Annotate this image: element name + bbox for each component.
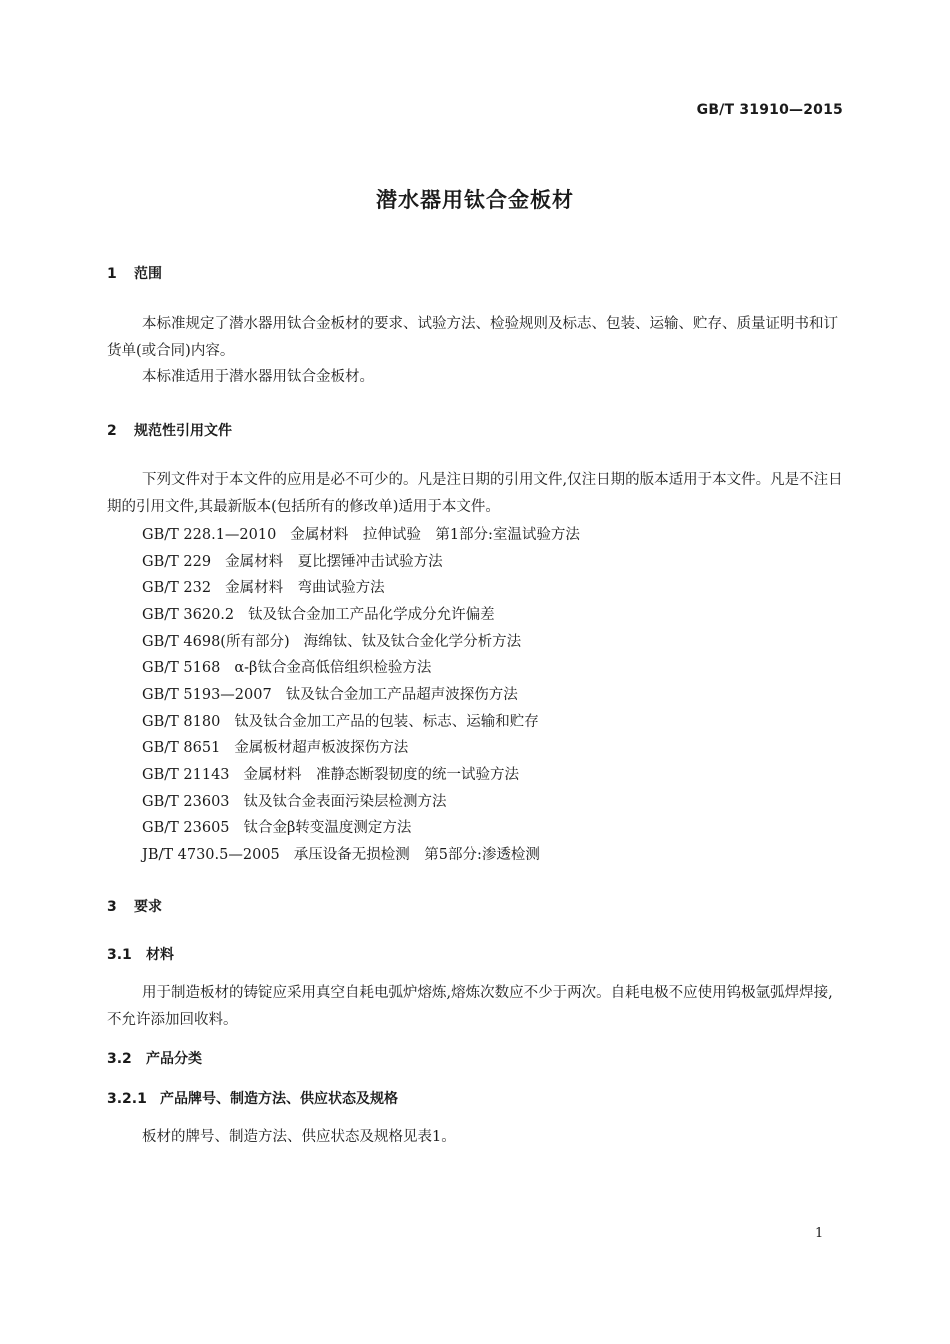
reference-item bbox=[142, 603, 495, 624]
reference-title: 钛及钛合金表面污染层检测方法 bbox=[243, 794, 447, 810]
reference-item bbox=[142, 630, 521, 651]
reference-title: α-β钛合金高低倍组织检验方法 bbox=[234, 660, 432, 676]
reference-title: 钛合金β转变温度测定方法 bbox=[243, 820, 412, 836]
section-number: 2 bbox=[107, 423, 117, 439]
section-3-1-heading bbox=[107, 944, 174, 964]
section-3-2-1-heading bbox=[107, 1088, 398, 1108]
reference-item bbox=[142, 523, 580, 544]
reference-title: 钛及钛合金加工产品超声波探伤方法 bbox=[285, 687, 518, 703]
reference-title: 钛及钛合金加工产品化学成分允许偏差 bbox=[248, 607, 495, 623]
reference-title: 海绵钛、钛及钛合金化学分析方法 bbox=[303, 634, 522, 650]
section-1-heading bbox=[107, 263, 162, 283]
section-3-2-heading bbox=[107, 1048, 202, 1068]
reference-item bbox=[142, 656, 431, 677]
section-number: 3.2.1 bbox=[107, 1091, 147, 1107]
reference-code: GB/T 21143 bbox=[142, 767, 230, 783]
references-intro bbox=[107, 467, 843, 520]
reference-title: 钛及钛合金加工产品的包装、标志、运输和贮存 bbox=[234, 714, 539, 730]
reference-item bbox=[142, 550, 443, 571]
section-title: 范围 bbox=[134, 266, 162, 282]
reference-code: GB/T 3620.2 bbox=[142, 607, 235, 623]
section-title: 要求 bbox=[134, 899, 162, 915]
paragraph-text: 本标准适用于潜水器用钛合金板材。 bbox=[142, 369, 374, 385]
reference-title: 金属材料 拉伸试验 第1部分:室温试验方法 bbox=[290, 527, 580, 543]
reference-title: 金属材料 夏比摆锤冲击试验方法 bbox=[225, 554, 443, 570]
reference-title: 金属材料 准静态断裂韧度的统一试验方法 bbox=[243, 767, 520, 783]
reference-code: GB/T 5168 bbox=[142, 660, 221, 676]
reference-item bbox=[142, 710, 539, 731]
section-number: 3 bbox=[107, 899, 117, 915]
section-title: 材料 bbox=[146, 947, 174, 963]
reference-code: GB/T 23605 bbox=[142, 820, 230, 836]
section-3-heading bbox=[107, 896, 162, 916]
reference-item bbox=[142, 790, 447, 811]
reference-code: GB/T 229 bbox=[142, 554, 212, 570]
reference-item bbox=[142, 736, 408, 757]
reference-code: GB/T 228.1—2010 bbox=[142, 527, 277, 543]
section-2-heading bbox=[107, 420, 232, 440]
paragraph-text: 下列文件对于本文件的应用是必不可少的。凡是注日期的引用文件,仅注日期的版本适用于本文件。凡是不注日期的引用文件,其最新版本(包括所有的修改单)适用于本文件。 bbox=[107, 472, 843, 515]
paragraph-text: 本标准规定了潜水器用钛合金板材的要求、试验方法、检验规则及标志、包装、运输、贮存、质量证明书和订货单(或合同)内容。 bbox=[107, 316, 838, 359]
reference-item bbox=[142, 576, 385, 597]
paragraph-text: 板材的牌号、制造方法、供应状态及规格见表1。 bbox=[142, 1129, 456, 1145]
reference-title: 金属板材超声板波探伤方法 bbox=[234, 740, 409, 756]
material-paragraph bbox=[107, 980, 843, 1033]
reference-code: GB/T 4698(所有部分) bbox=[142, 634, 290, 650]
section-title: 产品分类 bbox=[146, 1051, 202, 1067]
reference-code: GB/T 8651 bbox=[142, 740, 221, 756]
reference-item bbox=[142, 816, 411, 837]
scope-paragraph-1 bbox=[107, 311, 843, 364]
section-title: 规范性引用文件 bbox=[134, 423, 232, 439]
scope-paragraph-2 bbox=[107, 364, 843, 391]
section-number: 3.1 bbox=[107, 947, 132, 963]
section-number: 1 bbox=[107, 266, 117, 282]
reference-item bbox=[142, 683, 518, 704]
reference-item bbox=[142, 843, 540, 864]
section-number: 3.2 bbox=[107, 1051, 132, 1067]
section-title: 产品牌号、制造方法、供应状态及规格 bbox=[160, 1091, 398, 1107]
reference-code: GB/T 5193—2007 bbox=[142, 687, 272, 703]
document-title: 潜水器用钛合金板材 bbox=[376, 188, 574, 212]
reference-code: GB/T 8180 bbox=[142, 714, 221, 730]
reference-code: GB/T 23603 bbox=[142, 794, 230, 810]
reference-title: 金属材料 弯曲试验方法 bbox=[225, 580, 385, 596]
product-paragraph bbox=[107, 1124, 843, 1151]
reference-title: 承压设备无损检测 第5部分:渗透检测 bbox=[293, 847, 540, 863]
reference-item bbox=[142, 763, 519, 784]
paragraph-text: 用于制造板材的铸锭应采用真空自耗电弧炉熔炼,熔炼次数应不少于两次。自耗电极不应使用钨极氩弧焊焊接,不允许添加回收料。 bbox=[107, 985, 833, 1028]
reference-code: JB/T 4730.5—2005 bbox=[142, 847, 280, 863]
reference-code: GB/T 232 bbox=[142, 580, 212, 596]
standard-number: GB/T 31910—2015 bbox=[696, 102, 843, 118]
page-number: 1 bbox=[815, 1226, 824, 1241]
